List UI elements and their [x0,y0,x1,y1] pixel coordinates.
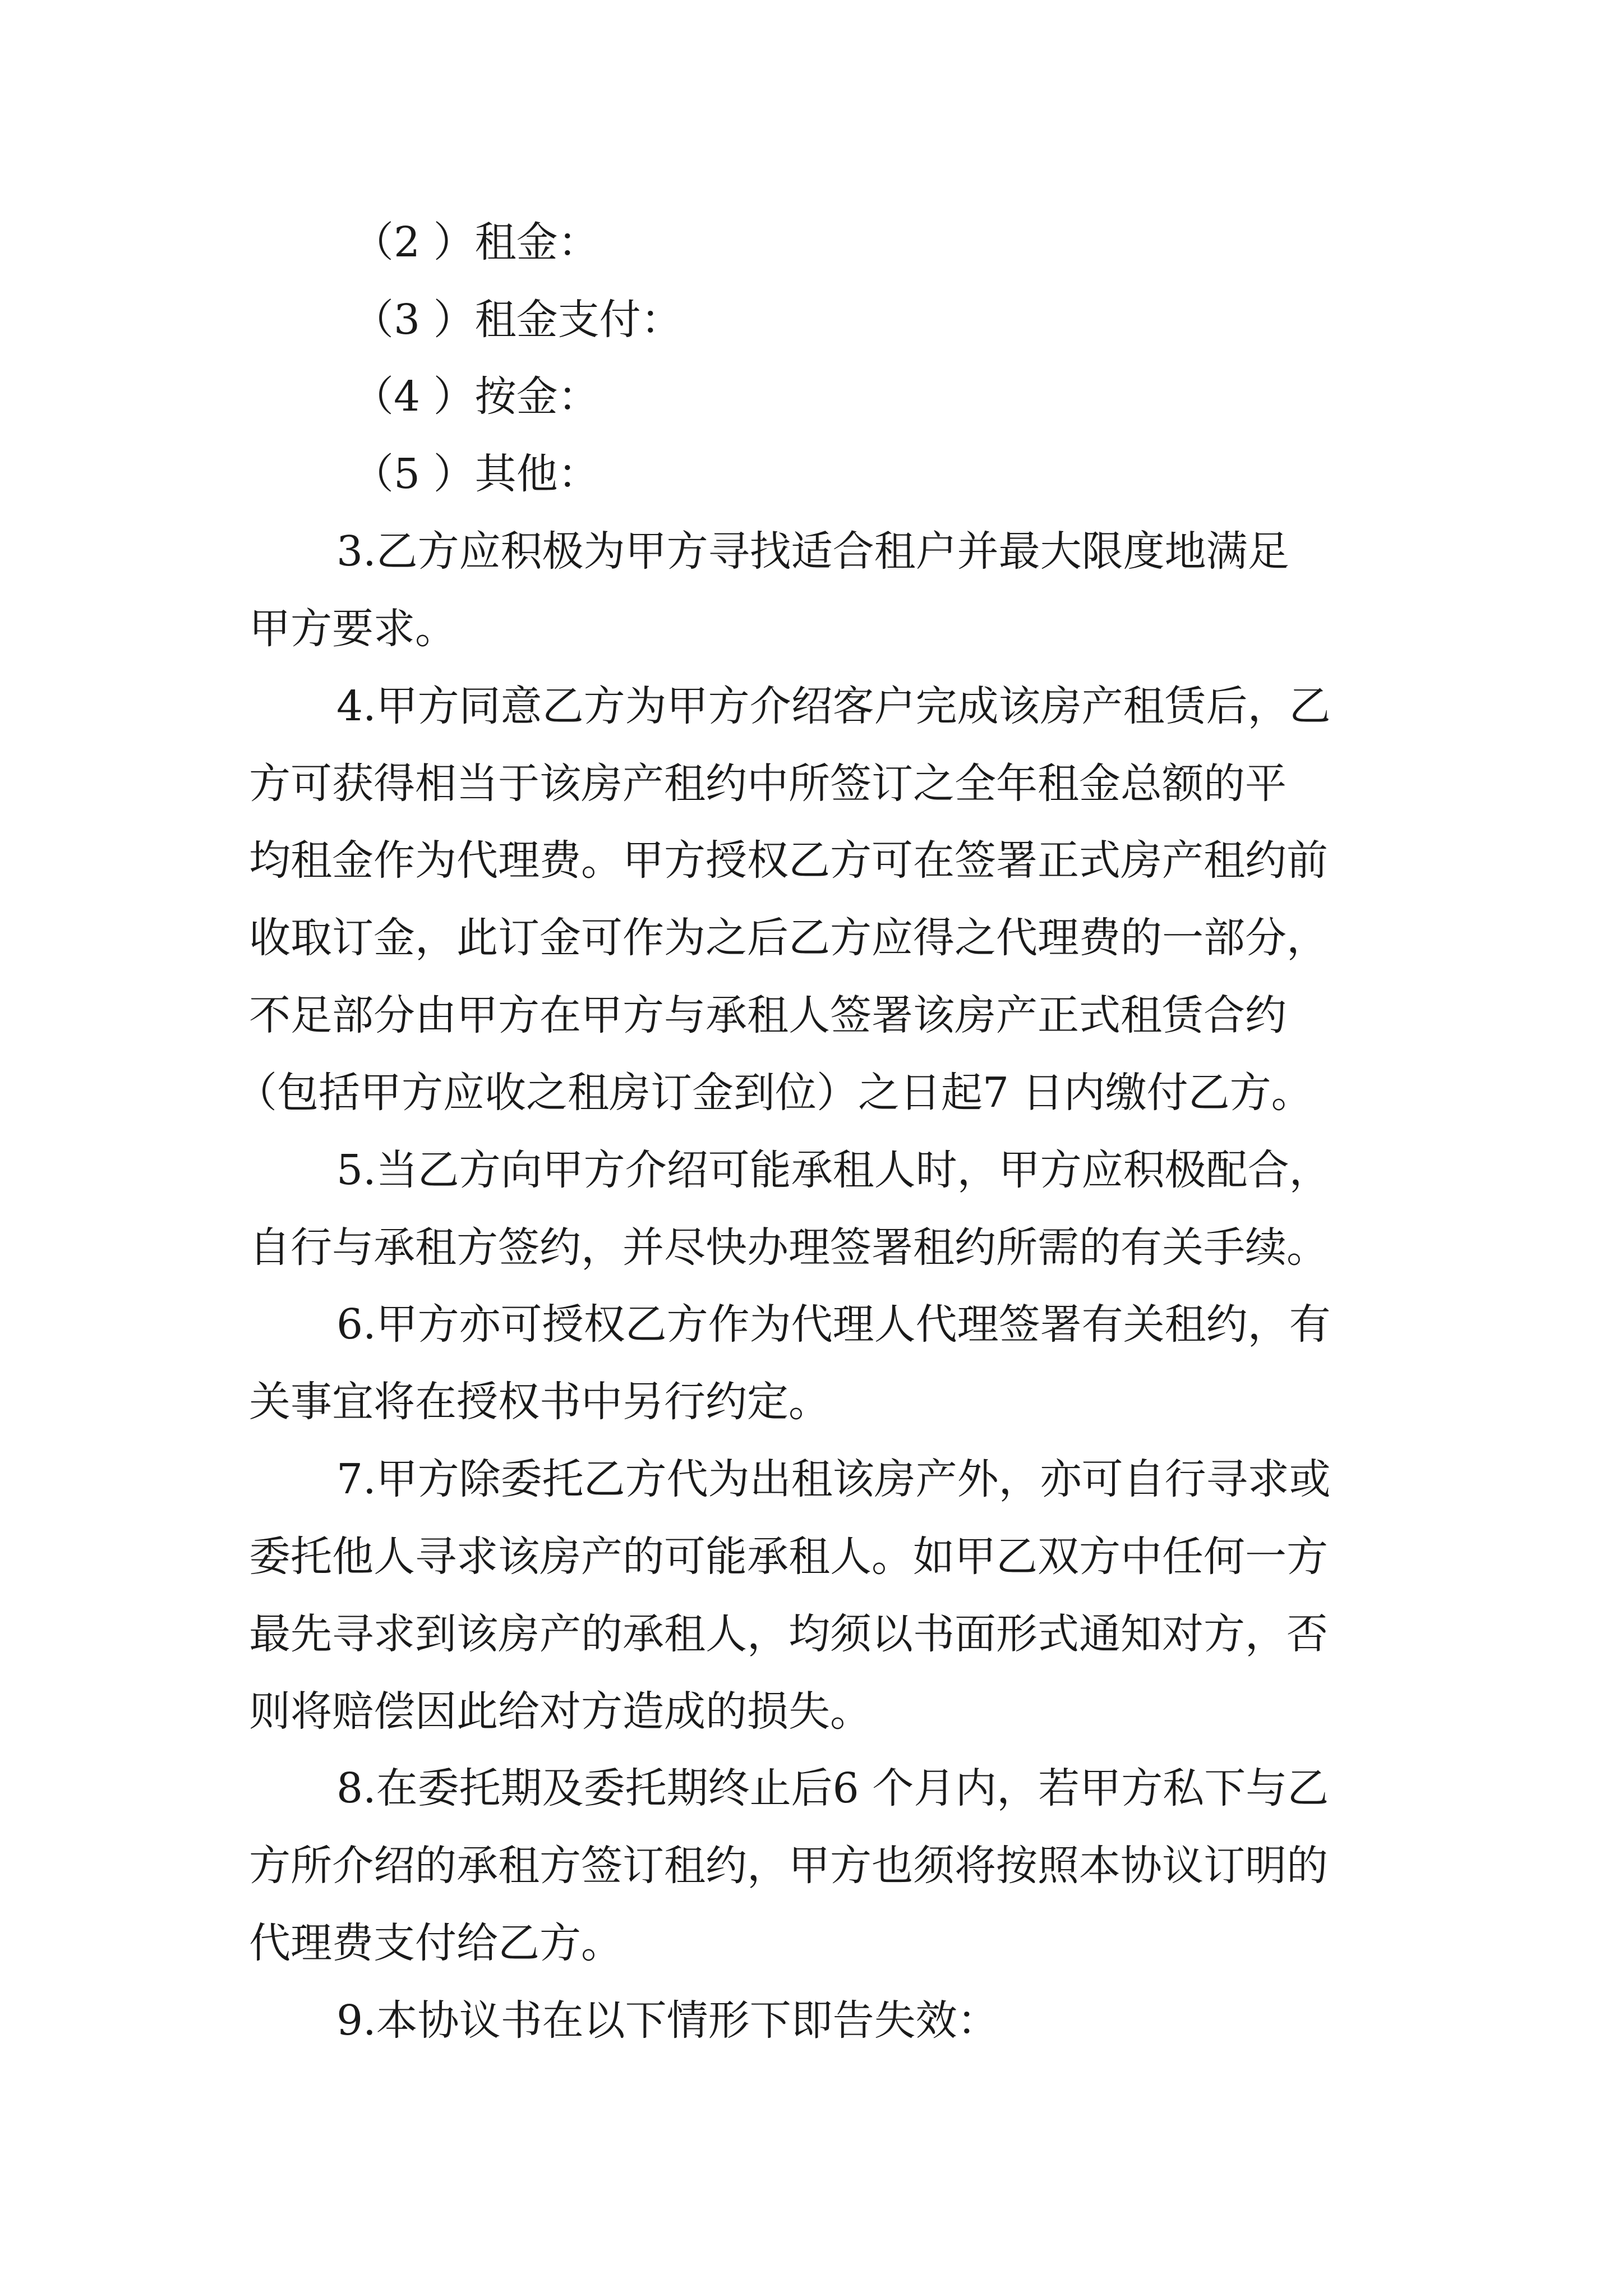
clause-5-line-2: 自行与承租方签约，并尽快办理签署租约所需的有关手续。 [249,1223,1328,1272]
clause-4-line-1: 4.甲方同意乙方为甲方介绍客户完成该房产租赁后，乙 [336,682,1331,730]
clause-3-line-1: 3.乙方应积极为甲方寻找适合租户并最大限度地满足 [336,527,1289,576]
clause-8-line-1: 8.在委托期及委托期终止后6 个月内，若甲方私下与乙 [336,1764,1329,1812]
clause-3-line-2: 甲方要求。 [249,605,457,653]
item-rent-payment: （3 ）租金支付： [352,296,683,344]
clause-9-line-1: 9.本协议书在以下情形下即告失效： [336,1996,999,2045]
clause-7-line-3: 最先寻求到该房产的承租人，均须以书面形式通知对方，否 [249,1610,1328,1658]
clause-8-line-2: 方所介绍的承租方签订租约，甲方也须将按照本协议订明的 [249,1842,1328,1890]
item-other: （5 ）其他： [352,450,600,498]
clause-6-line-1: 6.甲方亦可授权乙方作为代理人代理签署有关租约，有 [336,1300,1331,1349]
item-rent: （2 ）租金： [352,218,600,266]
clause-4-line-3: 均租金作为代理费。甲方授权乙方可在签署正式房产租约前 [249,836,1328,885]
clause-8-line-3: 代理费支付给乙方。 [249,1919,623,1967]
clause-7-line-2: 委托他人寻求该房产的可能承租人。如甲乙双方中任何一方 [249,1533,1328,1581]
clause-4-line-2: 方可获得相当于该房产租约中所签订之全年租金总额的平 [249,760,1287,808]
item-deposit: （4 ）按金： [352,372,600,421]
clause-7-line-4: 则将赔偿因此给对方造成的损失。 [249,1687,872,1736]
clause-4-line-4: 收取订金，此订金可作为之后乙方应得之代理费的一部分， [249,914,1328,962]
clause-4-line-5: 不足部分由甲方在甲方与承租人签署该房产正式租赁合约 [249,991,1287,1039]
clause-4-line-6: （包括甲方应收之租房订金到位）之日起7 日内缴付乙方。 [236,1069,1313,1117]
clause-6-line-2: 关事宜将在授权书中另行约定。 [249,1378,830,1426]
clause-5-line-1: 5.当乙方向甲方介绍可能承租人时，甲方应积极配合， [336,1146,1331,1194]
clause-7-line-1: 7.甲方除委托乙方代为出租该房产外，亦可自行寻求或 [336,1455,1331,1503]
